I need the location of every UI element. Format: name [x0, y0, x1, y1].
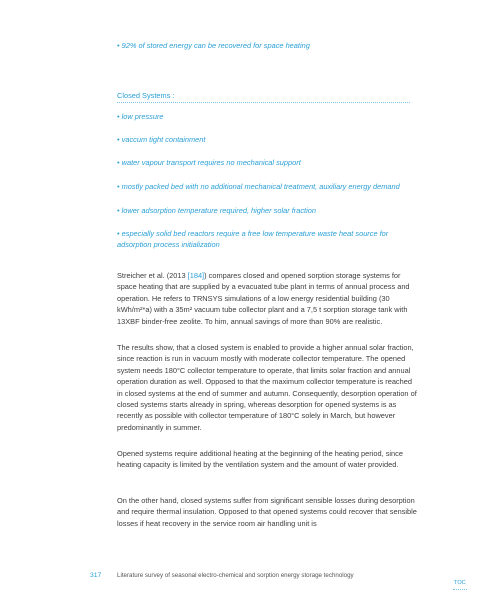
toc-underline	[453, 589, 467, 590]
footer-title: Literature survey of seasonal electro-chemical and sorption energy storage technology	[117, 572, 354, 579]
bullet-item-water-vapour: • water vapour transport requires no mechanical support	[117, 158, 301, 167]
paragraph-streicher-text-after: ) compares closed and opened sorption storage systems for space heating that are supplied by a evacuated tube plant in terms of annual process and operation. He refers to TRNSYS simulations of a low energy residential building (30 kWh/m²*a) with a 35m² vacuum tube collector plant and a 7,5 t sorption storage tank with 13XBF binder-free zeolite. To him, annual savings of more than 90% are realistic.	[117, 271, 410, 326]
page-number: 317	[90, 572, 102, 579]
paragraph-closed-systems-losses: On the other hand, closed systems suffer from significant sensible losses during desorption and require thermal insulation. Opposed to that opened systems could recover that sensible losses if heat recovery in the service room air handling unit is	[117, 496, 417, 528]
closed-systems-heading: Closed Systems :	[117, 91, 175, 100]
bullet-item-solid-bed: • especially solid bed reactors require a free low temperature waste heat source for adsorption process initialization	[117, 229, 389, 249]
paragraph-streicher	[117, 270, 417, 327]
bullet-item-recovered-energy: • 92% of stored energy can be recovered for space heating	[117, 41, 310, 50]
toc-link[interactable]: TOC	[454, 580, 466, 586]
bullet-item-vacuum-tight: • vaccum tight containment	[117, 135, 206, 144]
heading-divider	[117, 102, 410, 103]
paragraph-opened-systems: Opened systems require additional heating at the beginning of the heating period, since heating capacity is limited by the ventilation system and the amount of water provided.	[117, 449, 403, 470]
paragraph-streicher-text-before: Streicher et al. (2013	[117, 271, 188, 280]
bullet-item-lower-adsorption: • lower adsorption temperature required, higher solar fraction	[117, 206, 316, 215]
paragraph-results: The results show, that a closed system is enabled to provide a higher annual solar fraction, since reaction is run in vacuum mostly with moderate collector temperature. The opened system needs 180°C collector temperature to operate, that limits solar fraction and annual operation duration as well. Opposed to that the maximum collector temperature is reached in closed systems at the end of summer and autumn. Consequently, desorption operation of closed systems starts already in spring, whereas desorption for opened systems is as recently as possible with collector temperature of 180°C solely in March, but however predominantly in summer.	[117, 343, 417, 432]
bullet-item-packed-bed: • mostly packed bed with no additional mechanical treatment, auxiliary energy demand	[117, 182, 400, 191]
citation-link[interactable]: [184]	[187, 271, 205, 280]
bullet-item-low-pressure: • low pressure	[117, 112, 164, 121]
